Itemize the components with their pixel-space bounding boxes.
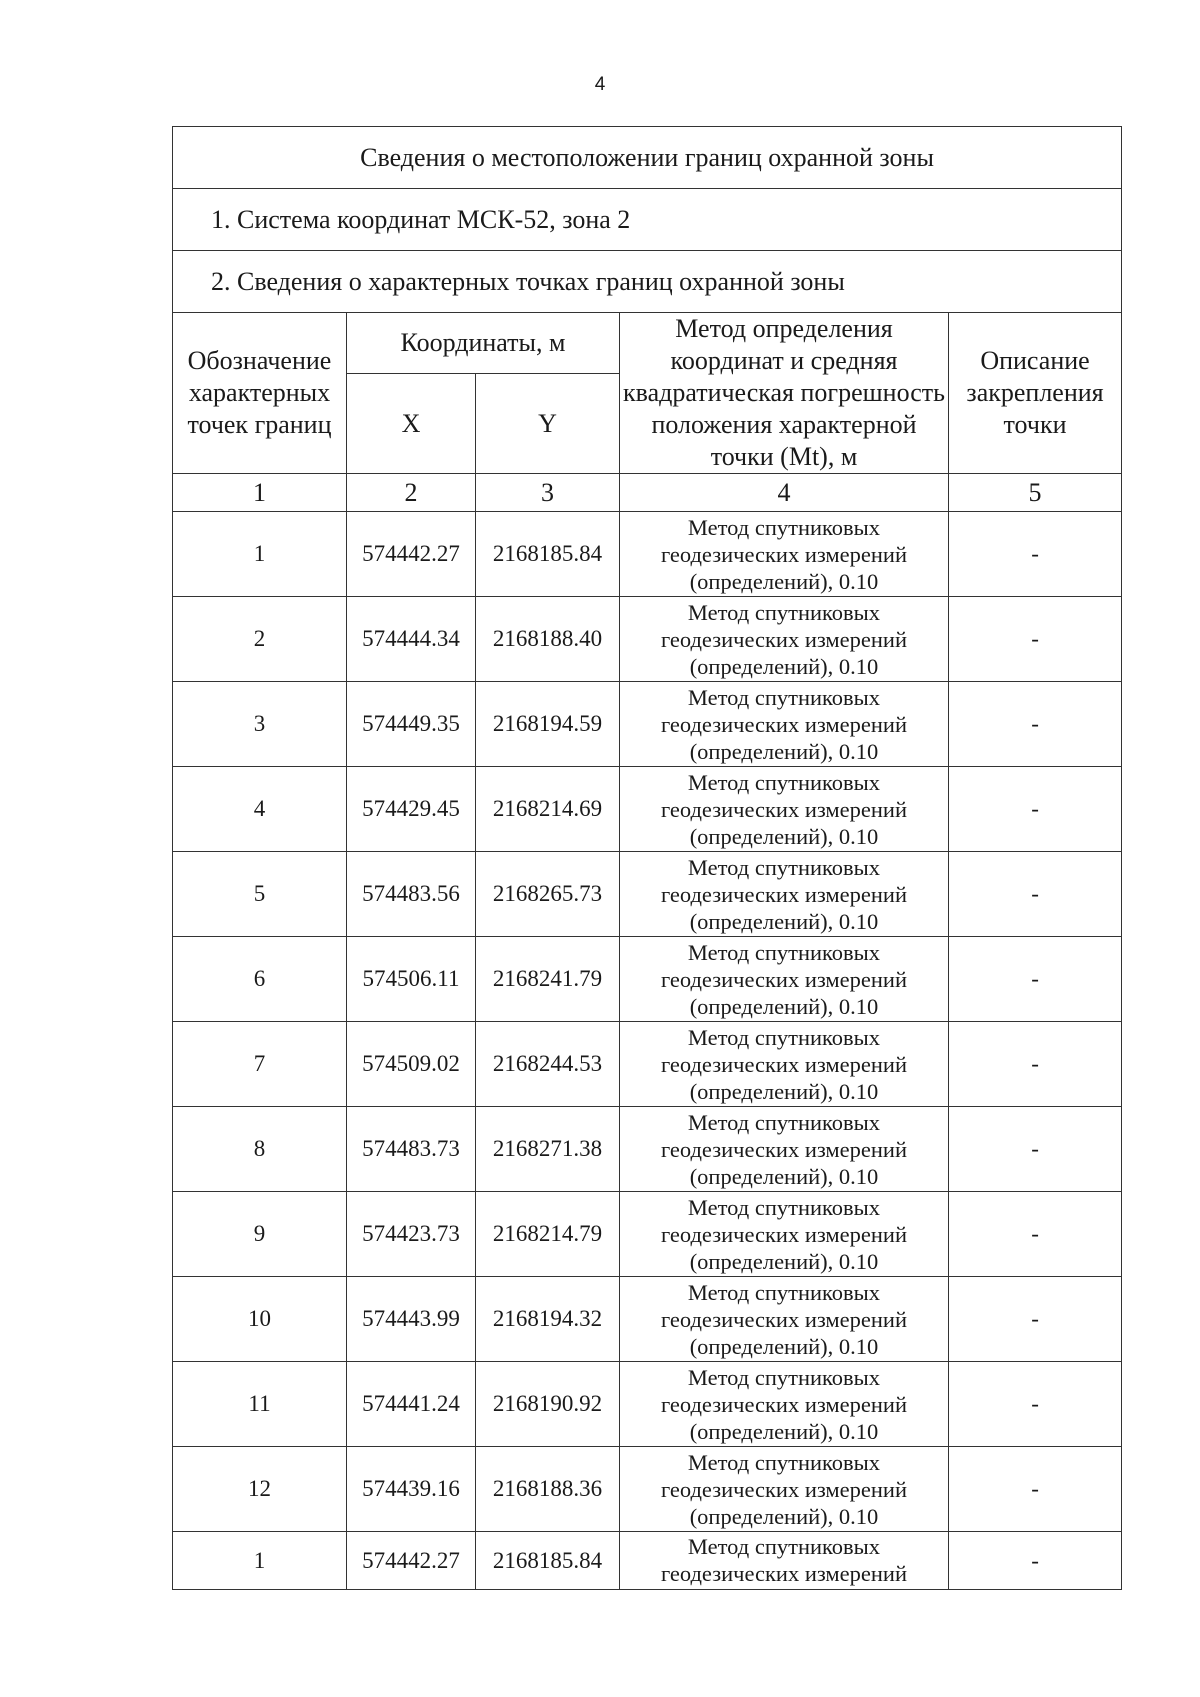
cell-y: 2168271.38: [476, 1107, 620, 1192]
cell-point: 1: [173, 512, 347, 597]
header-coords: Координаты, м: [347, 313, 620, 374]
table-row: [173, 682, 1122, 767]
cell-x: 574443.99: [347, 1277, 476, 1362]
cell-description: -: [949, 1192, 1122, 1277]
cell-y: 2168188.40: [476, 597, 620, 682]
table-row: [173, 1362, 1122, 1447]
cell-description: -: [949, 597, 1122, 682]
table-row: [173, 1107, 1122, 1192]
cell-point: 11: [173, 1362, 347, 1447]
column-number: 5: [949, 474, 1122, 512]
cell-x: 574483.73: [347, 1107, 476, 1192]
boundary-points-table: [172, 126, 1122, 1590]
header-y: Y: [476, 374, 620, 474]
header-designation: Обозначение характерных точек границ: [173, 313, 347, 474]
cell-y: 2168244.53: [476, 1022, 620, 1107]
table-row: [173, 1447, 1122, 1532]
cell-x: 574449.35: [347, 682, 476, 767]
cell-description: -: [949, 937, 1122, 1022]
cell-method: Метод спутниковых геодезических измерений (определений), 0.10: [620, 1447, 949, 1532]
cell-description: -: [949, 852, 1122, 937]
cell-point: 10: [173, 1277, 347, 1362]
cell-description: -: [949, 1277, 1122, 1362]
table-row: [173, 852, 1122, 937]
points-heading: 2. Сведения о характерных точках границ охранной зоны: [173, 251, 1122, 313]
cell-description: -: [949, 1362, 1122, 1447]
table-row: [173, 1532, 1122, 1590]
cell-description: -: [949, 512, 1122, 597]
cell-method: Метод спутниковых геодезических измерений (определений), 0.10: [620, 682, 949, 767]
cell-x: 574483.56: [347, 852, 476, 937]
cell-point: 12: [173, 1447, 347, 1532]
cell-y: 2168214.79: [476, 1192, 620, 1277]
cell-point: 7: [173, 1022, 347, 1107]
cell-x: 574509.02: [347, 1022, 476, 1107]
table-row: [173, 767, 1122, 852]
cell-y: 2168214.69: [476, 767, 620, 852]
cell-method: Метод спутниковых геодезических измерений (определений), 0.10: [620, 937, 949, 1022]
cell-description: -: [949, 767, 1122, 852]
cell-description: -: [949, 1447, 1122, 1532]
cell-method: [620, 1532, 949, 1590]
cell-method: Метод спутниковых геодезических измерений (определений), 0.10: [620, 1107, 949, 1192]
cell-method-text: Метод спутниковых геодезических измерений: [660, 1534, 908, 1586]
table-row: [173, 597, 1122, 682]
cell-description: -: [949, 1022, 1122, 1107]
cell-point: 5: [173, 852, 347, 937]
cell-point: 4: [173, 767, 347, 852]
header-method: Метод определения координат и средняя квадратическая погрешность положения характерной точки (Mt), м: [620, 313, 949, 474]
cell-description: -: [949, 682, 1122, 767]
cell-x: 574429.45: [347, 767, 476, 852]
cell-description: -: [949, 1532, 1122, 1590]
table-row: [173, 512, 1122, 597]
cell-y: 2168190.92: [476, 1362, 620, 1447]
cell-point: 9: [173, 1192, 347, 1277]
column-number: 2: [347, 474, 476, 512]
cell-method: Метод спутниковых геодезических измерений (определений), 0.10: [620, 512, 949, 597]
header-description: Описание закрепления точки: [949, 313, 1122, 474]
cell-method: Метод спутниковых геодезических измерений (определений), 0.10: [620, 1362, 949, 1447]
cell-x: 574441.24: [347, 1362, 476, 1447]
page-number: 4: [594, 74, 606, 95]
coord-system: 1. Система координат МСК-52, зона 2: [173, 189, 1122, 251]
section-title: Сведения о местоположении границ охранной зоны: [173, 127, 1122, 189]
table-row: [173, 937, 1122, 1022]
cell-y: 2168185.84: [476, 1532, 620, 1590]
cell-method: Метод спутниковых геодезических измерений (определений), 0.10: [620, 1022, 949, 1107]
cell-method: Метод спутниковых геодезических измерений (определений), 0.10: [620, 767, 949, 852]
cell-method: Метод спутниковых геодезических измерений (определений), 0.10: [620, 852, 949, 937]
cell-x: 574439.16: [347, 1447, 476, 1532]
column-number: 1: [173, 474, 347, 512]
cell-x: 574423.73: [347, 1192, 476, 1277]
cell-point: 8: [173, 1107, 347, 1192]
cell-x: 574444.34: [347, 597, 476, 682]
cell-point: 6: [173, 937, 347, 1022]
cell-y: 2168265.73: [476, 852, 620, 937]
cell-y: 2168194.59: [476, 682, 620, 767]
cell-y: 2168185.84: [476, 512, 620, 597]
cell-point: 1: [173, 1532, 347, 1590]
cell-description: -: [949, 1107, 1122, 1192]
cell-method: Метод спутниковых геодезических измерений (определений), 0.10: [620, 597, 949, 682]
cell-x: 574506.11: [347, 937, 476, 1022]
table-row: [173, 1277, 1122, 1362]
cell-y: 2168188.36: [476, 1447, 620, 1532]
header-x: X: [347, 374, 476, 474]
column-number: 3: [476, 474, 620, 512]
cell-point: 3: [173, 682, 347, 767]
cell-point: 2: [173, 597, 347, 682]
table-row: [173, 1022, 1122, 1107]
cell-method: Метод спутниковых геодезических измерений (определений), 0.10: [620, 1277, 949, 1362]
cell-y: 2168194.32: [476, 1277, 620, 1362]
cell-y: 2168241.79: [476, 937, 620, 1022]
cell-x: 574442.27: [347, 512, 476, 597]
cell-x: 574442.27: [347, 1532, 476, 1590]
column-number: 4: [620, 474, 949, 512]
table-row: [173, 1192, 1122, 1277]
cell-method: Метод спутниковых геодезических измерений (определений), 0.10: [620, 1192, 949, 1277]
